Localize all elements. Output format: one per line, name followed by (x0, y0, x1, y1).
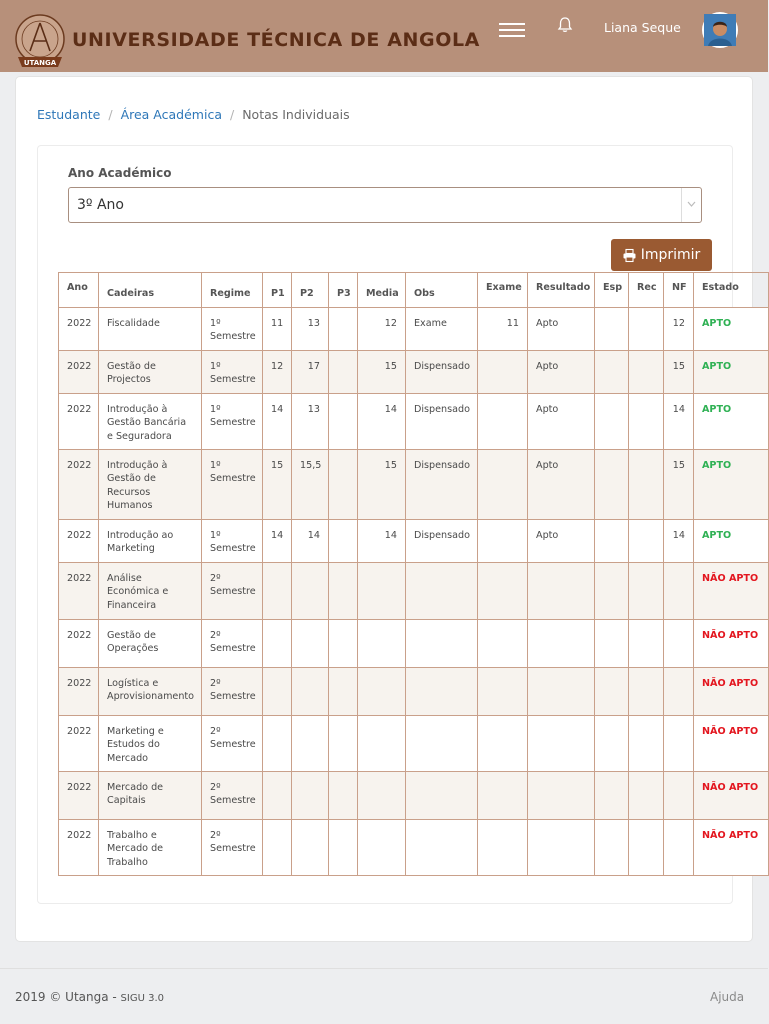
cell-ano: 2022 (59, 308, 99, 351)
cell-media (358, 716, 406, 772)
avatar[interactable] (702, 12, 738, 48)
cell-p3 (329, 772, 358, 820)
col-obs[interactable]: Obs (406, 273, 478, 308)
table-row (59, 668, 769, 716)
col-estado[interactable]: Estado (694, 273, 769, 308)
footer-divider (0, 968, 768, 969)
cell-regime: 2º Semestre (202, 716, 263, 772)
cell-ano: 2022 (59, 620, 99, 668)
cell-regime: 2º Semestre (202, 772, 263, 820)
cell-rec (629, 620, 664, 668)
cell-obs: Dispensado (406, 394, 478, 450)
cell-nf: 14 (664, 520, 694, 563)
cell-estado: NÃO APTO (694, 620, 769, 668)
grades-table-container[interactable] (58, 272, 759, 875)
bell-icon[interactable] (556, 16, 574, 34)
cell-p3 (329, 668, 358, 716)
cell-estado: APTO (694, 394, 769, 450)
cell-p2: 13 (292, 394, 329, 450)
cell-media: 12 (358, 308, 406, 351)
cell-cadeira: Gestão de Operações (99, 620, 202, 668)
table-row (59, 772, 769, 820)
cell-p2: 13 (292, 308, 329, 351)
cell-media: 14 (358, 394, 406, 450)
cell-nf: 14 (664, 394, 694, 450)
top-navbar (0, 0, 768, 72)
cell-regime: 1º Semestre (202, 450, 263, 520)
version-text: SIGU 3.0 (120, 993, 164, 1004)
cell-p3 (329, 820, 358, 876)
table-row (59, 450, 769, 520)
cell-esp (595, 308, 629, 351)
cell-regime: 1º Semestre (202, 351, 263, 394)
cell-obs (406, 668, 478, 716)
cell-media (358, 820, 406, 876)
university-name: UNIVERSIDADE TÉCNICA DE ANGOLA (72, 29, 480, 51)
col-ano[interactable]: Ano (59, 273, 99, 308)
cell-estado: APTO (694, 308, 769, 351)
cell-p2 (292, 772, 329, 820)
copyright-text: 2019 © Utanga - (15, 990, 121, 1004)
col-p1[interactable]: P1 (263, 273, 292, 308)
cell-p3 (329, 520, 358, 563)
breadcrumb-separator: / (108, 107, 113, 122)
user-name[interactable]: Liana Seque (604, 20, 681, 35)
cell-p3 (329, 308, 358, 351)
cell-p1 (263, 620, 292, 668)
cell-resultado: Apto (528, 520, 595, 563)
cell-p2 (292, 668, 329, 716)
cell-ano: 2022 (59, 450, 99, 520)
cell-ano: 2022 (59, 772, 99, 820)
cell-regime: 2º Semestre (202, 820, 263, 876)
breadcrumb-estudante[interactable]: Estudante (37, 107, 101, 122)
grades-table-body (59, 308, 769, 876)
cell-esp (595, 620, 629, 668)
cell-exame (478, 716, 528, 772)
cell-resultado (528, 668, 595, 716)
cell-p2 (292, 563, 329, 620)
cell-estado: NÃO APTO (694, 563, 769, 620)
cell-cadeira: Trabalho e Mercado de Trabalho (99, 820, 202, 876)
cell-obs (406, 716, 478, 772)
menu-icon[interactable] (499, 21, 525, 39)
cell-esp (595, 716, 629, 772)
cell-ano: 2022 (59, 351, 99, 394)
cell-resultado (528, 563, 595, 620)
cell-obs (406, 563, 478, 620)
table-row (59, 620, 769, 668)
cell-media (358, 563, 406, 620)
cell-p1: 12 (263, 351, 292, 394)
cell-p3 (329, 351, 358, 394)
cell-rec (629, 668, 664, 716)
cell-regime: 2º Semestre (202, 620, 263, 668)
cell-obs: Exame (406, 308, 478, 351)
cell-resultado: Apto (528, 450, 595, 520)
cell-obs (406, 620, 478, 668)
cell-resultado (528, 820, 595, 876)
cell-obs: Dispensado (406, 351, 478, 394)
cell-ano: 2022 (59, 716, 99, 772)
cell-exame (478, 450, 528, 520)
table-row (59, 716, 769, 772)
cell-nf: 15 (664, 450, 694, 520)
cell-ano: 2022 (59, 668, 99, 716)
breadcrumb (37, 107, 350, 122)
cell-media (358, 772, 406, 820)
cell-esp (595, 520, 629, 563)
cell-p1: 14 (263, 520, 292, 563)
chevron-down-icon[interactable] (681, 188, 701, 222)
cell-rec (629, 308, 664, 351)
cell-resultado: Apto (528, 394, 595, 450)
cell-media (358, 620, 406, 668)
cell-media: 15 (358, 351, 406, 394)
cell-cadeira: Marketing e Estudos do Mercado (99, 716, 202, 772)
cell-p3 (329, 716, 358, 772)
col-media[interactable]: Media (358, 273, 406, 308)
breadcrumb-current: Notas Individuais (242, 107, 350, 122)
cell-estado: NÃO APTO (694, 668, 769, 716)
cell-rec (629, 716, 664, 772)
col-nf[interactable]: NF (664, 273, 694, 308)
ano-academico-label: Ano Académico (68, 166, 172, 180)
cell-cadeira: Análise Económica e Financeira (99, 563, 202, 620)
svg-text:UTANGA: UTANGA (23, 59, 57, 67)
cell-nf (664, 716, 694, 772)
cell-ano: 2022 (59, 820, 99, 876)
cell-estado: NÃO APTO (694, 716, 769, 772)
cell-esp (595, 394, 629, 450)
cell-esp (595, 351, 629, 394)
cell-p3 (329, 450, 358, 520)
university-logo[interactable] (14, 13, 66, 69)
cell-obs: Dispensado (406, 520, 478, 563)
cell-regime: 2º Semestre (202, 563, 263, 620)
cell-nf (664, 620, 694, 668)
print-button[interactable] (611, 239, 712, 271)
cell-media: 15 (358, 450, 406, 520)
cell-media (358, 668, 406, 716)
cell-exame (478, 820, 528, 876)
cell-exame (478, 563, 528, 620)
grades-table (58, 272, 769, 876)
cell-cadeira: Introdução à Gestão Bancária e Seguradora (99, 394, 202, 450)
cell-p2: 14 (292, 520, 329, 563)
cell-resultado: Apto (528, 351, 595, 394)
cell-p2: 15,5 (292, 450, 329, 520)
cell-p1 (263, 820, 292, 876)
printer-icon (623, 249, 636, 262)
col-rec[interactable]: Rec (629, 273, 664, 308)
cell-ano: 2022 (59, 520, 99, 563)
main-card (15, 76, 759, 942)
cell-cadeira: Fiscalidade (99, 308, 202, 351)
cell-p1 (263, 563, 292, 620)
cell-resultado (528, 772, 595, 820)
cell-nf (664, 772, 694, 820)
col-esp[interactable]: Esp (595, 273, 629, 308)
help-link[interactable]: Ajuda (710, 990, 745, 1004)
cell-cadeira: Introdução ao Marketing (99, 520, 202, 563)
cell-nf: 12 (664, 308, 694, 351)
breadcrumb-area-academica[interactable]: Área Académica (120, 107, 222, 122)
cell-esp (595, 820, 629, 876)
cell-resultado: Apto (528, 308, 595, 351)
cell-rec (629, 520, 664, 563)
cell-exame (478, 351, 528, 394)
cell-esp (595, 668, 629, 716)
grades-panel (37, 145, 759, 904)
ano-academico-value: 3º Ano (77, 197, 124, 213)
cell-cadeira: Mercado de Capitais (99, 772, 202, 820)
cell-rec (629, 450, 664, 520)
cell-p1: 15 (263, 450, 292, 520)
cell-obs (406, 820, 478, 876)
cell-rec (629, 394, 664, 450)
cell-exame (478, 620, 528, 668)
cell-regime: 1º Semestre (202, 394, 263, 450)
cell-rec (629, 351, 664, 394)
cell-p1 (263, 772, 292, 820)
cell-p1 (263, 716, 292, 772)
cell-exame (478, 520, 528, 563)
col-exame[interactable]: Exame (478, 273, 528, 308)
col-regime[interactable]: Regime (202, 273, 263, 308)
cell-estado: NÃO APTO (694, 772, 769, 820)
cell-rec (629, 563, 664, 620)
cell-cadeira: Logística e Aprovisionamento (99, 668, 202, 716)
table-row (59, 520, 769, 563)
cell-estado: NÃO APTO (694, 820, 769, 876)
cell-rec (629, 820, 664, 876)
print-label: Imprimir (640, 247, 701, 263)
cell-nf (664, 820, 694, 876)
cell-regime: 1º Semestre (202, 308, 263, 351)
cell-exame (478, 772, 528, 820)
col-resultado[interactable]: Resultado (528, 273, 595, 308)
cell-estado: APTO (694, 450, 769, 520)
cell-nf (664, 563, 694, 620)
cell-resultado (528, 716, 595, 772)
cell-regime: 2º Semestre (202, 668, 263, 716)
cell-p2 (292, 620, 329, 668)
cell-cadeira: Introdução à Gestão de Recursos Humanos (99, 450, 202, 520)
table-row (59, 563, 769, 620)
cell-nf (664, 668, 694, 716)
cell-estado: APTO (694, 520, 769, 563)
cell-obs: Dispensado (406, 450, 478, 520)
cell-exame (478, 394, 528, 450)
cell-p1: 11 (263, 308, 292, 351)
table-row (59, 308, 769, 351)
cell-p3 (329, 563, 358, 620)
ano-academico-select[interactable] (68, 187, 702, 223)
cell-esp (595, 563, 629, 620)
table-row (59, 394, 769, 450)
cell-regime: 1º Semestre (202, 520, 263, 563)
cell-ano: 2022 (59, 563, 99, 620)
table-header-row (59, 273, 769, 308)
cell-obs (406, 772, 478, 820)
cell-rec (629, 772, 664, 820)
cell-p3 (329, 620, 358, 668)
cell-cadeira: Gestão de Projectos (99, 351, 202, 394)
cell-estado: APTO (694, 351, 769, 394)
cell-exame (478, 668, 528, 716)
cell-ano: 2022 (59, 394, 99, 450)
cell-p1 (263, 668, 292, 716)
col-p3[interactable]: P3 (329, 273, 358, 308)
breadcrumb-separator: / (229, 107, 235, 122)
footer-copyright (15, 990, 164, 1004)
col-cadeiras[interactable]: Cadeiras (99, 273, 202, 308)
cell-media: 14 (358, 520, 406, 563)
cell-p3 (329, 394, 358, 450)
table-row (59, 351, 769, 394)
cell-esp (595, 772, 629, 820)
cell-p2 (292, 820, 329, 876)
cell-p1: 14 (263, 394, 292, 450)
col-p2[interactable]: P2 (292, 273, 329, 308)
table-row (59, 820, 769, 876)
cell-p2 (292, 716, 329, 772)
cell-resultado (528, 620, 595, 668)
cell-esp (595, 450, 629, 520)
cell-nf: 15 (664, 351, 694, 394)
cell-exame: 11 (478, 308, 528, 351)
cell-p2: 17 (292, 351, 329, 394)
